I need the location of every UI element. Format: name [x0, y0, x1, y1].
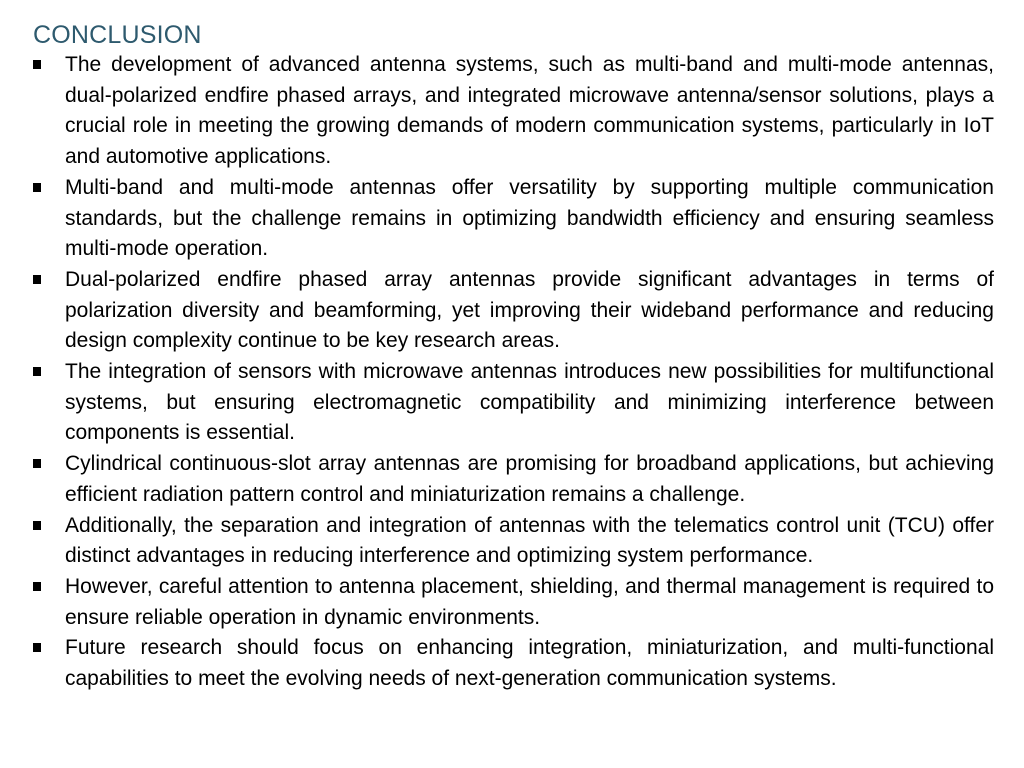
bullet-text: Future research should focus on enhancing integration, miniaturization, and multi-functional capabilities to meet the evolving needs of next-generation communication systems.	[65, 636, 994, 691]
bullet-text: Multi-band and multi-mode antennas offer versatility by supporting multiple communication standards, but the challenge remains in optimizing bandwidth efficiency and ensuring seamless multi-mode operation.	[65, 175, 994, 261]
bullet-item	[33, 572, 994, 633]
bullet-item	[33, 633, 994, 694]
square-bullet-icon	[33, 582, 41, 591]
bullet-text: However, careful attention to antenna placement, shielding, and thermal management is required to ensure reliable operation in dynamic environments.	[65, 574, 994, 629]
square-bullet-icon	[33, 521, 41, 530]
bullet-text: Dual-polarized endfire phased array antennas provide significant advantages in terms of polarization diversity and beamforming, yet improving their wideband performance and reducing design complexity continue to be key research areas.	[65, 267, 994, 353]
bullet-item	[33, 357, 994, 449]
bullet-list	[33, 50, 994, 695]
square-bullet-icon	[33, 275, 41, 284]
bullet-item	[33, 50, 994, 173]
bullet-item	[33, 173, 994, 265]
bullet-item	[33, 449, 994, 510]
square-bullet-icon	[33, 60, 41, 69]
square-bullet-icon	[33, 367, 41, 376]
bullet-text: The integration of sensors with microwave antennas introduces new possibilities for multifunctional systems, but ensuring electromagnetic compatibility and minimizing interference between components is essential.	[65, 360, 994, 445]
bullet-item	[33, 511, 994, 572]
bullet-item	[33, 265, 994, 357]
square-bullet-icon	[33, 183, 41, 192]
square-bullet-icon	[33, 459, 41, 468]
bullet-text: Cylindrical continuous-slot array antennas are promising for broadband applications, but achieving efficient radiation pattern control and miniaturization remains a challenge.	[65, 452, 994, 506]
slide-title: CONCLUSION	[33, 21, 202, 49]
bullet-text: The development of advanced antenna systems, such as multi-band and multi-mode antennas, dual-polarized endfire phased arrays, and integrated microwave antenna/sensor solutions, plays a crucial role in meeting the growing demands of modern communication systems, particularly in IoT and automotive applications.	[65, 53, 994, 169]
square-bullet-icon	[33, 643, 41, 652]
bullet-text: Additionally, the separation and integration of antennas with the telematics control unit (TCU) offer distinct advantages in reducing interference and optimizing system performance.	[65, 513, 994, 568]
